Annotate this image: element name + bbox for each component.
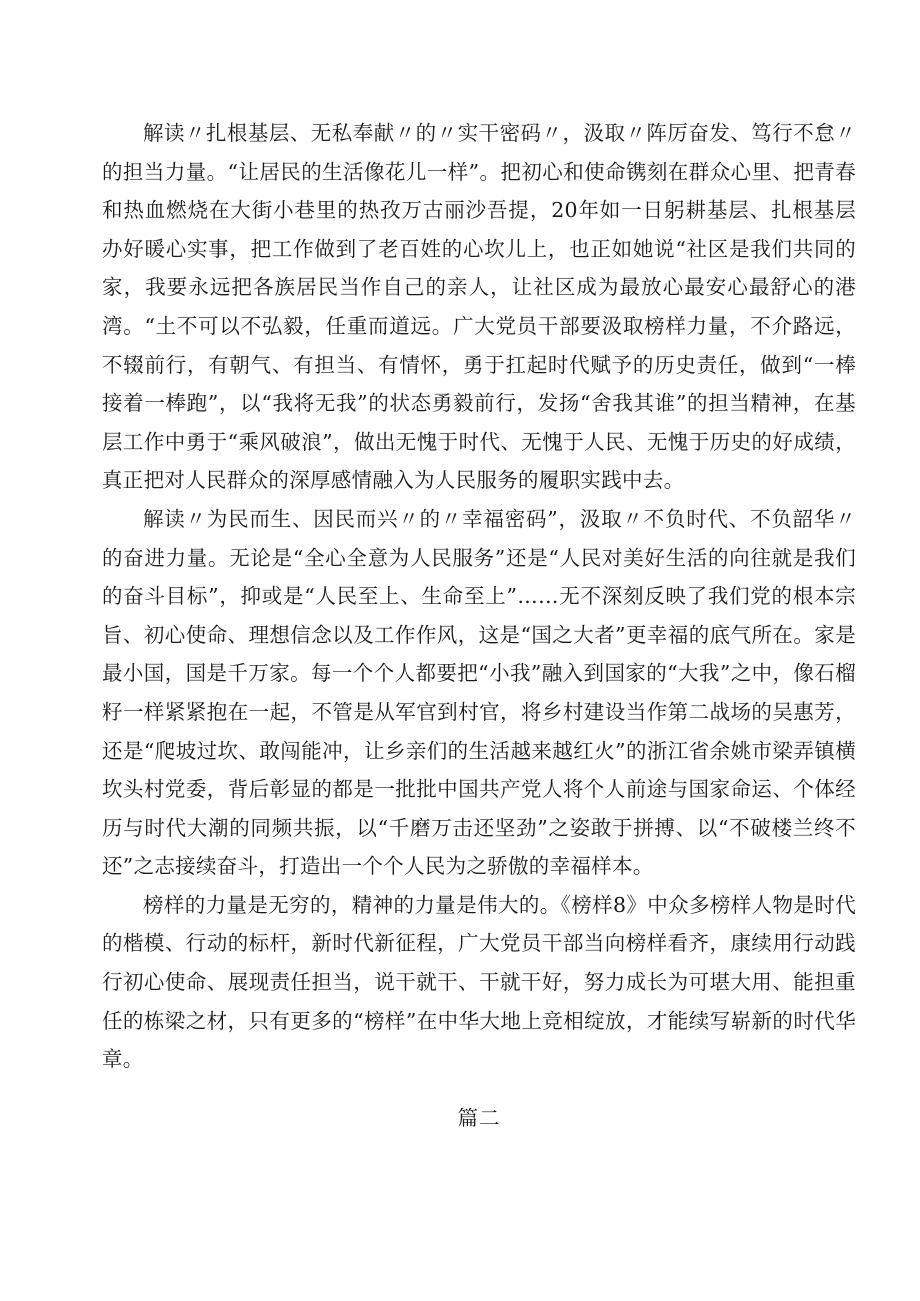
paragraph-1: 解读〃扎根基层、无私奉献〃的〃实干密码〃，汲取〃阵厉奋发、笃行不怠〃的担当力量。“让居民的生活像花儿一样”。把初心和使命镌刻在群众心里、把青春和热血燃烧在大街小巷里的热孜万古丽沙吾提，20年如一日躬耕基层、扎根基层办好暖心实事，把工作做到了老百姓的心坎儿上，也正如她说“社区是我们共同的家，我要永远把各族居民当作自己的亲人，让社区成为最放心最安心最舒心的港湾。“土不可以不弘毅，任重而道远。广大党员干部要汲取榜样力量，不介路远，不辍前行，有朝气、有担当、有情怀，勇于扛起时代赋予的历史责任，做到“一棒接着一棒跑”，以“我将无我”的状态勇毅前行，发扬“舍我其谁”的担当精神，在基层工作中勇于“乘风破浪”，做出无愧于时代、无愧于人民、无愧于历史的好成绩，真正把对人民群众的深厚感情融入为人民服务的履职实践中去。 <box>102 121 856 493</box>
document-page <box>102 114 856 1137</box>
paragraph-2: 解读〃为民而生、因民而兴〃的〃幸福密码”，汲取〃不负时代、不负韶华〃的奋进力量。无论是“全心全意为人民服务”还是“人民对美好生活的向往就是我们的奋斗目标”，抑或是“人民至上、生命至上”……无不深刻反映了我们党的根本宗旨、初心使命、理想信念以及工作作风，这是“国之大者”更幸福的底气所在。家是最小国，国是千万家。每一个个人都要把“小我”融入到国家的“大我”之中，像石榴籽一样紧紧抱在一起，不管是从军官到村官，将乡村建设当作第二战场的吴惠芳，还是“爬坡过坎、敢闯能冲，让乡亲们的生活越来越红火”的浙江省余姚市梁弄镇横坎头村党委，背后彰显的都是一批批中国共产党人将个人前途与国家命运、个体经历与时代大潮的同频共振，以“千磨万击还坚劲”之姿敢于拼搏、以“不破楼兰终不还”之志接续奋斗，打造出一个个人民为之骄傲的幸福样本。 <box>102 506 856 879</box>
paragraph-3: 榜样的力量是无穷的，精神的力量是伟大的。《榜样8》中众多榜样人物是时代的楷模、行动的标杆，新时代新征程，广大党员干部当向榜样看齐，康续用行动践行初心使命、展现责任担当，说干就干、干就干好，努力成长为可堪大用、能担重任的栋梁之材，只有更多的“榜样”在中华大地上竞相绽放，才能续写崭新的时代华章。 <box>102 892 856 1072</box>
section-heading: 篇二 <box>457 1105 501 1130</box>
